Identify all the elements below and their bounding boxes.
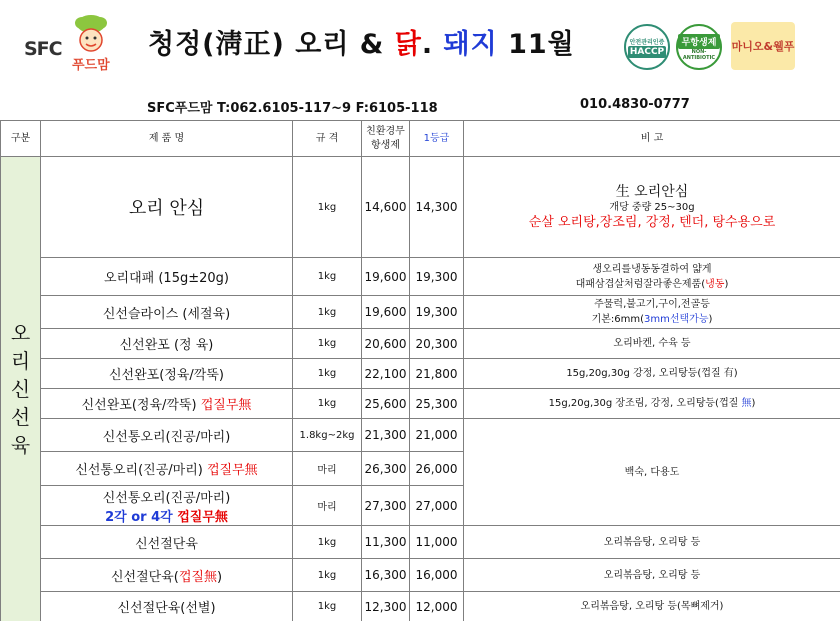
header-eco-price-line1: 친환경무 (366, 125, 405, 137)
brand-badge-logo (731, 22, 795, 70)
table-row (1, 419, 840, 452)
eco-price: 20,600 (362, 329, 410, 359)
note-highlight: 냉동 (705, 278, 725, 290)
note-line: 주물럭,불고기,구이,전골등 (594, 299, 710, 310)
product-name: 신선절단육(선별) (41, 592, 293, 621)
table-row (1, 329, 840, 359)
logo-brand-text: SFC (24, 38, 62, 60)
grade1-price: 12,000 (410, 592, 464, 621)
category-char: 리 (10, 349, 31, 373)
haccp-badge-caption: 안전관리인증 (629, 38, 665, 46)
name-text: 신선통오리(진공/마리) (102, 490, 231, 506)
title-part-chicken: 닭 (394, 29, 422, 60)
name-text: 신선완포(정육/깍뚝) (81, 398, 201, 413)
name-option: 2각 or 4각 (105, 509, 178, 525)
eco-price: 11,300 (362, 526, 410, 559)
name-highlight: 껍질무無 (200, 398, 252, 413)
product-spec: 1kg (293, 559, 362, 592)
grade1-price: 11,000 (410, 526, 464, 559)
contact-bar (0, 91, 840, 119)
header-spec: 규 격 (293, 121, 362, 157)
name-highlight: 껍질無 (178, 569, 217, 585)
grade1-price: 27,000 (410, 486, 464, 526)
product-note (464, 389, 840, 419)
product-name (41, 452, 293, 486)
category-char: 선 (10, 405, 31, 429)
note-line: 순살 오리탕,장조림, 강정, 텐더, 탕수용으로 (528, 214, 776, 230)
table-row (1, 258, 840, 296)
eco-price: 21,300 (362, 419, 410, 452)
product-name (41, 389, 293, 419)
header-product-name: 제 품 명 (41, 121, 293, 157)
chef-mascot-icon (68, 14, 114, 56)
contact-mobile: 010.4830-0777 (580, 97, 690, 112)
eco-price: 19,600 (362, 296, 410, 329)
product-name: 신선통오리(진공/마리) (41, 419, 293, 452)
table-row (1, 296, 840, 329)
grade1-price: 25,300 (410, 389, 464, 419)
grade1-price: 16,000 (410, 559, 464, 592)
product-note: 오리바켄, 수육 등 (464, 329, 840, 359)
brand-badge-text: 마니오&웰푸 (731, 40, 795, 53)
product-spec: 1kg (293, 592, 362, 621)
product-note: 15g,20g,30g 강정, 오리탕등(껍질 有) (464, 359, 840, 389)
contact-phone-fax: SFC푸드맘 T:062.6105-117~9 F:6105-118 (147, 101, 438, 116)
category-char: 육 (10, 433, 31, 457)
product-note (464, 296, 840, 329)
note-text: 기본:6mm( (591, 314, 645, 325)
note-text: ) (708, 314, 713, 325)
note-highlight: 3mm선택가능 (644, 314, 709, 325)
table-row (1, 592, 840, 621)
note-text: ) (751, 398, 756, 409)
product-name: 신선완포(정육/깍뚝) (41, 359, 293, 389)
title-part-dot: . (421, 29, 444, 60)
table-header-row (1, 121, 840, 157)
grade1-price: 26,000 (410, 452, 464, 486)
eco-price: 22,100 (362, 359, 410, 389)
product-name: 오리대패 (15g±20g) (41, 258, 293, 296)
table-row (1, 389, 840, 419)
product-note: 오리볶음탕, 오리탕 등 (464, 559, 840, 592)
grade1-price: 14,300 (410, 157, 464, 258)
title-part-pork: 돼지 (443, 29, 498, 60)
header-eco-price-line2: 항생제 (371, 139, 400, 151)
product-name (41, 486, 293, 526)
table-row (1, 359, 840, 389)
grade1-price: 19,300 (410, 296, 464, 329)
product-note: 오리볶음탕, 오리탕 등 (464, 526, 840, 559)
product-name: 신선완포 (정 육) (41, 329, 293, 359)
note-line (464, 277, 840, 292)
product-spec: 1kg (293, 359, 362, 389)
note-line (464, 312, 840, 327)
header (0, 0, 840, 90)
eco-price: 16,300 (362, 559, 410, 592)
header-category: 구분 (1, 121, 41, 157)
note-text: ) (724, 278, 729, 290)
product-spec: 마리 (293, 486, 362, 526)
product-note (464, 157, 840, 258)
eco-price: 12,300 (362, 592, 410, 621)
price-table (0, 120, 840, 621)
haccp-badge-label: HACCP (629, 46, 665, 57)
note-line: 개당 중량 25~30g (609, 201, 695, 213)
non-antibiotic-badge (676, 24, 722, 70)
table-row (1, 526, 840, 559)
product-note: 백숙, 다용도 (464, 419, 840, 526)
category-char: 신 (10, 377, 31, 401)
note-text: 15g,20g,30g 장조림, 강정, 오리탕등(껍질 (548, 398, 742, 409)
grade1-price: 21,800 (410, 359, 464, 389)
logo-sub-text: 푸드맘 (72, 58, 110, 73)
product-name: 오리 안심 (41, 157, 293, 258)
grade1-price: 19,300 (410, 258, 464, 296)
eco-price: 14,600 (362, 157, 410, 258)
header-eco-price (362, 121, 410, 157)
grade1-price: 20,300 (410, 329, 464, 359)
product-note (464, 258, 840, 296)
header-grade1-price: 1등급 (410, 121, 464, 157)
haccp-badge (624, 24, 670, 70)
product-spec: 1kg (293, 296, 362, 329)
header-note: 비 고 (464, 121, 840, 157)
note-line: 生 오리안심 (615, 183, 689, 200)
eco-price: 19,600 (362, 258, 410, 296)
name-text: 신선통오리(진공/마리) (75, 463, 207, 478)
product-spec: 1kg (293, 526, 362, 559)
eco-price: 25,600 (362, 389, 410, 419)
name-text: ) (216, 569, 223, 585)
title-part-month: 11월 (497, 29, 575, 60)
product-note: 오리볶음탕, 오리탕 등(목뼈제거) (464, 592, 840, 621)
page-title (148, 22, 575, 61)
note-highlight: 無 (741, 398, 752, 409)
non-antibiotic-badge-caption: NON-ANTIBIOTIC (682, 48, 716, 61)
table-row (1, 559, 840, 592)
name-highlight: 껍질무無 (207, 463, 258, 478)
title-part-duck: 청정(淸正) 오리 & (148, 29, 395, 60)
non-antibiotic-badge-label: 무항생제 (678, 34, 720, 49)
product-name (41, 559, 293, 592)
grade1-price: 21,000 (410, 419, 464, 452)
product-spec: 마리 (293, 452, 362, 486)
category-char: 오 (10, 321, 31, 345)
name-highlight: 껍질무無 (177, 509, 228, 525)
product-spec: 1kg (293, 329, 362, 359)
note-line: 생오리를냉동동결하여 얇게 (592, 263, 712, 275)
category-duck-fresh (1, 157, 41, 621)
name-text: 신선절단육( (110, 569, 179, 585)
note-text: 대패삼겹살처럼잘라좋은제품( (575, 278, 706, 290)
product-name: 신선절단육 (41, 526, 293, 559)
table-row (1, 157, 840, 258)
eco-price: 26,300 (362, 452, 410, 486)
product-spec: 1kg (293, 258, 362, 296)
sfc-foodmom-logo[interactable] (20, 12, 120, 74)
product-spec: 1.8kg~2kg (293, 419, 362, 452)
eco-price: 27,300 (362, 486, 410, 526)
product-spec: 1kg (293, 389, 362, 419)
product-name: 신선슬라이스 (세절육) (41, 296, 293, 329)
product-spec: 1kg (293, 157, 362, 258)
